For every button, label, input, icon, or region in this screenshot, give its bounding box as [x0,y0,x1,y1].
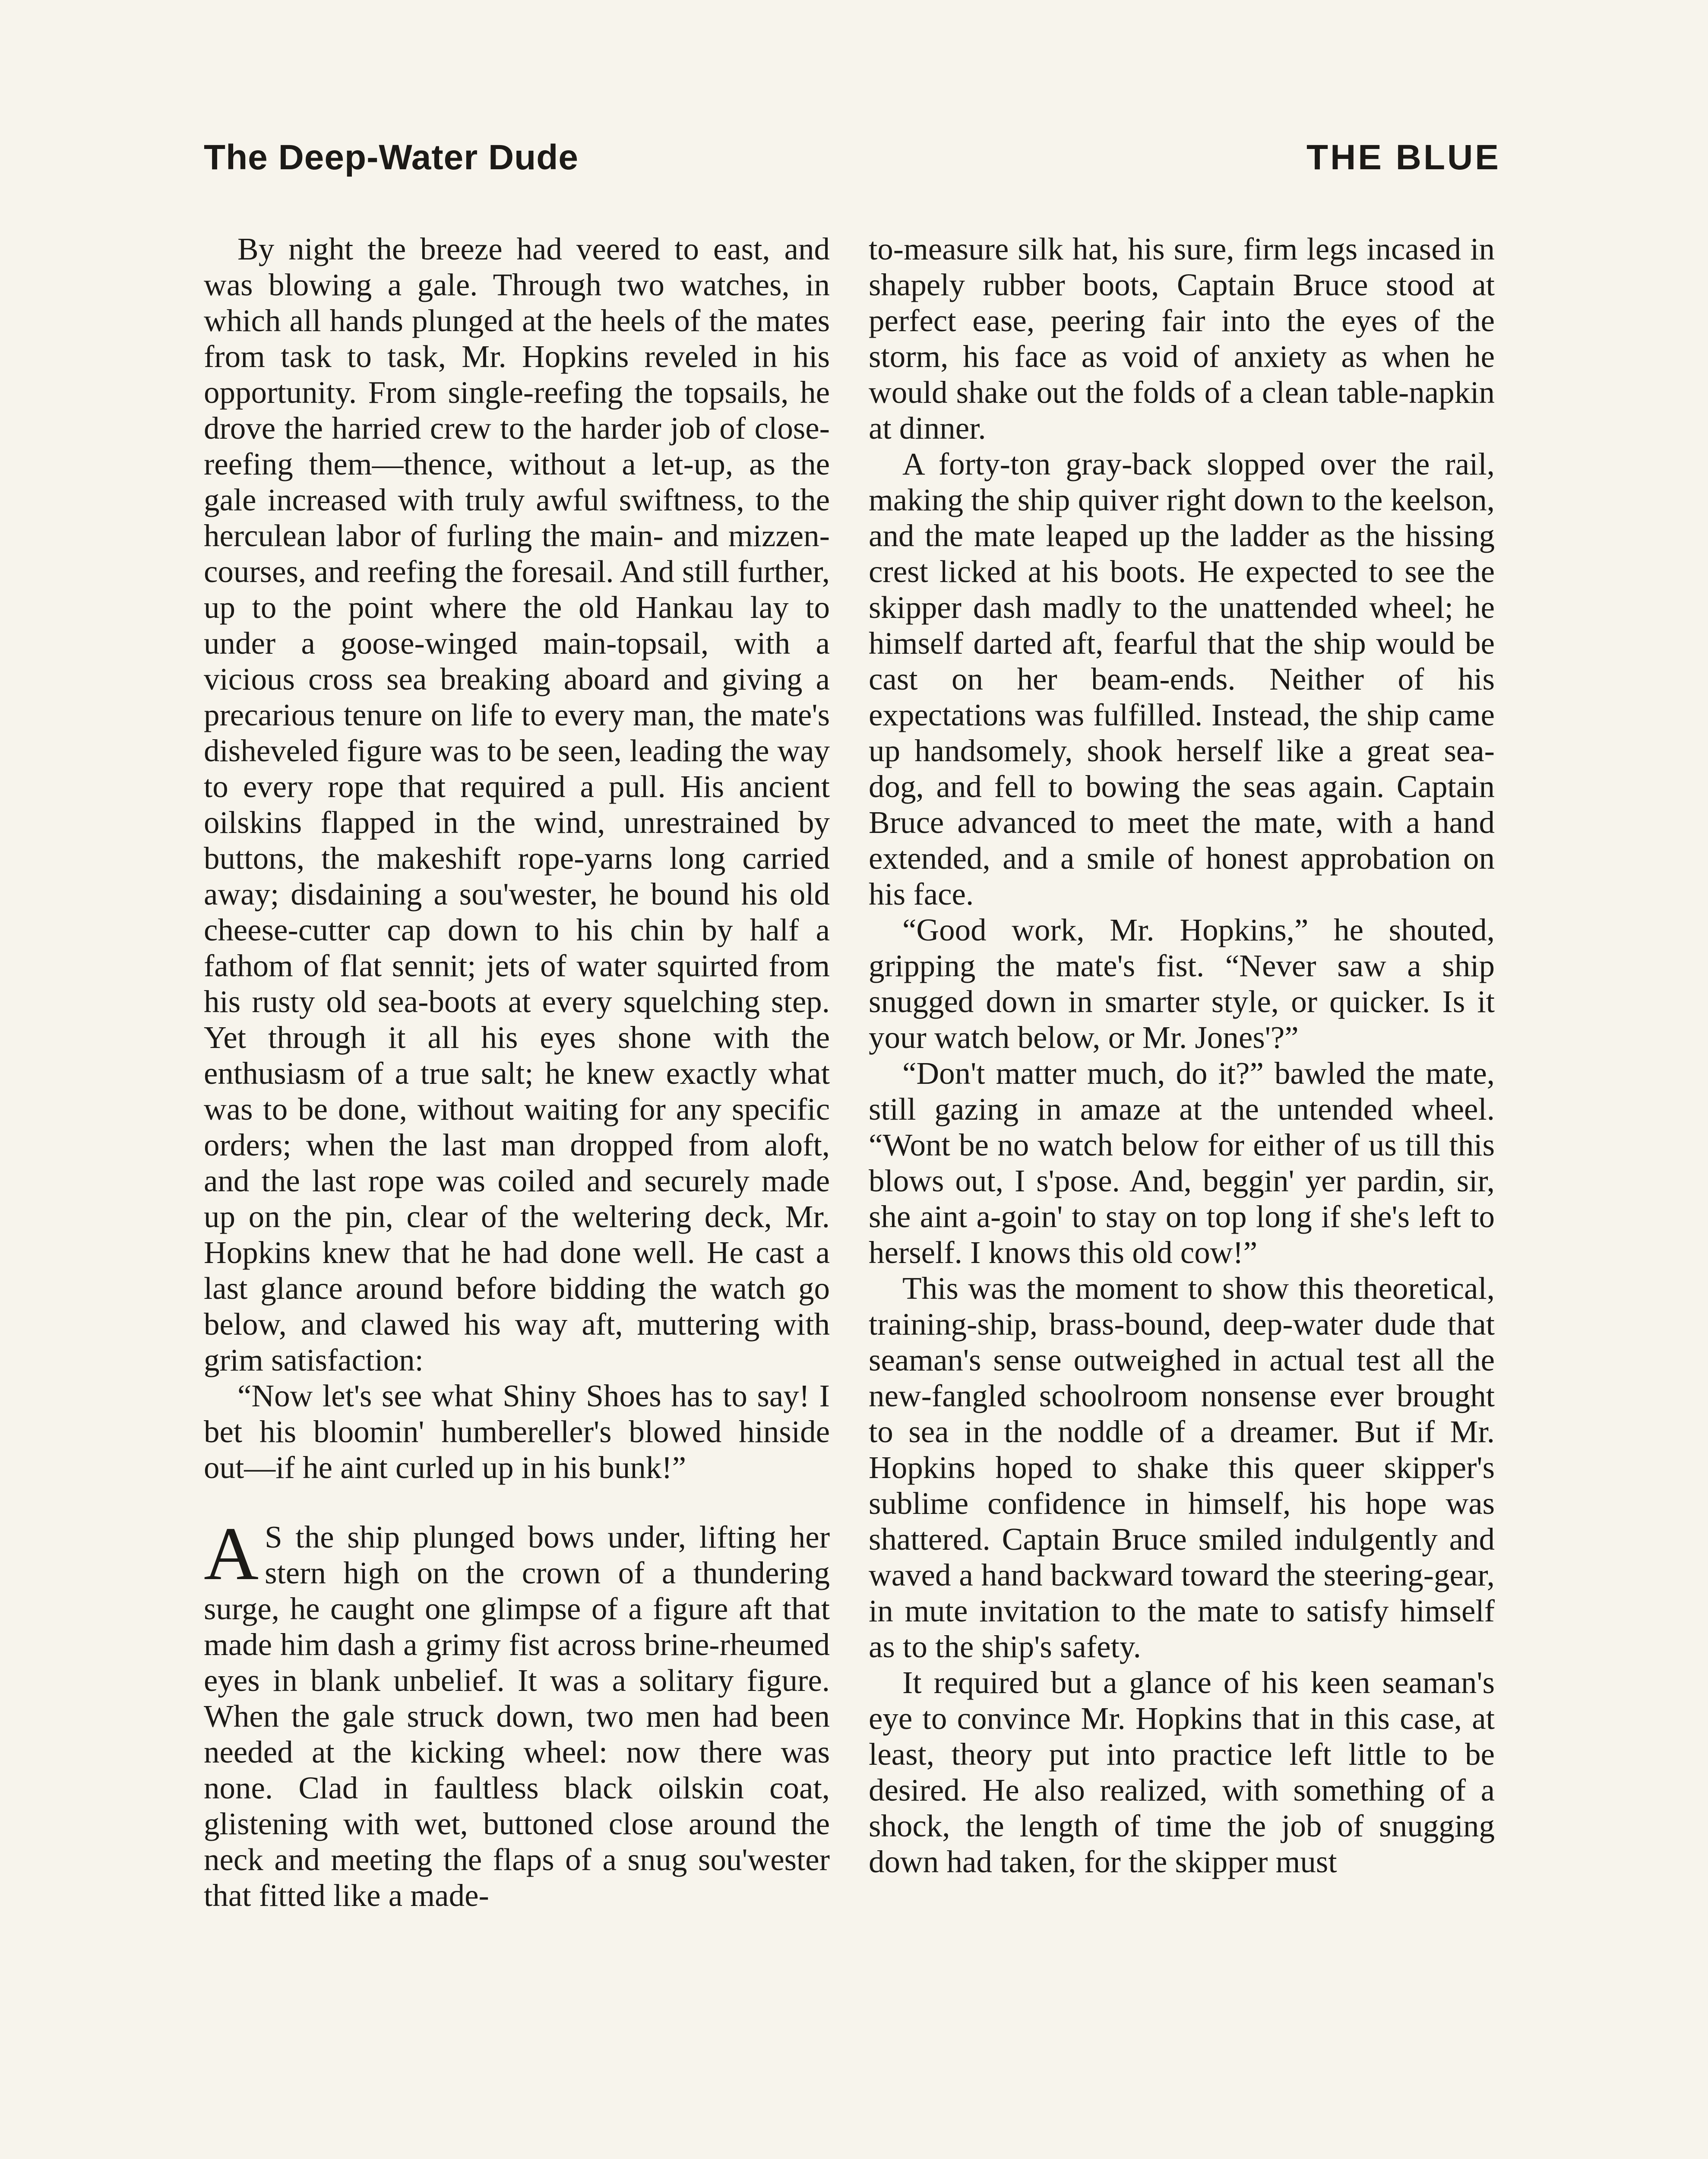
paragraph: This was the moment to show this theoretical, training-ship, brass-bound, deep-water dude that seaman's sense outweighed in actual test all the new-fangled schoolroom nonsense ever brought to sea in the noddle of a dreamer. But if Mr. Hopkins hoped to shake this queer skipper's sublime confidence in himself, his hope was shattered. Captain Bruce smiled indulgently and waved a hand backward toward the steering-gear, in mute invitation to the mate to satisfy himself as to the ship's safety. [869,1271,1495,1664]
running-section-title: THE BLUE [1306,138,1501,177]
paragraph: “Don't matter much, do it?” bawled the mate, still gazing in amaze at the untended wheel. “Wont be no watch below for either of us till this blows out, I s'pose. And, beggin' yer pardin, sir, she aint a-goin' to stay on top long if she's left to herself. I knows this old cow!” [869,1056,1495,1270]
running-title: The Deep-Water Dude [204,138,579,177]
right-column [869,231,1495,1880]
continued-paragraph: to-measure silk hat, his sure, firm legs incased in shapely rubber boots, Captain Bruce stood at perfect ease, peering fair into the eyes of the storm, his face as void of anxiety as when he would shake out the folds of a clean table-napkin at dinner. [869,231,1495,446]
paragraph: By night the breeze had veered to east, and was blowing a gale. Through two watches, in which all hands plunged at the heels of the mates from task to task, Mr. Hopkins reveled in his opportunity. From single-reefing the topsails, he drove the harried crew to the harder job of close-reefing them—thence, without a let-up, as the gale increased with truly awful swiftness, to the herculean labor of furling the main- and mizzen-courses, and reefing the foresail. And still further, up to the point where the old Hankau lay to under a goose-winged main-topsail, with a vicious cross sea breaking aboard and giving a precarious tenure on life to every man, the mate's disheveled figure was to be seen, leading the way to every rope that required a pull. His ancient oilskins flapped in the wind, unrestrained by buttons, the makeshift rope-yarns long carried away; disdaining a sou'wester, he bound his old cheese-cutter cap down to his chin by half a fathom of flat sennit; jets of water squirted from his rusty old sea-boots at every squelching step. Yet through it all his eyes shone with the enthusiasm of a true salt; he knew exactly what was to be done, without waiting for any specific orders; when the last man dropped from aloft, and the last rope was coiled and securely made up on the pin, clear of the weltering deck, Mr. Hopkins knew that he had done well. He cast a last glance around before bidding the watch go below, and clawed his way aft, muttering with grim satisfaction: [204,231,830,1377]
section-opening-text: S the ship plunged bows under, lifting her stern high on the crown of a thundering surge, he caught one glimpse of a figure aft that made him dash a grimy fist across brine-rheumed eyes in blank unbelief. It was a solitary figure. When the gale struck down, two men had been needed at the kicking wheel: now there was none. Clad in faultless black oilskin coat, glistening with wet, buttoned close around the neck and meeting the flaps of a snug sou'wester that fitted like a made- [204,1520,830,1913]
paragraph: A forty-ton gray-back slopped over the rail, making the ship quiver right down to the keelson, and the mate leaped up the ladder as the hissing crest licked at his boots. He expected to see the skipper dash madly to the unattended wheel; he himself darted aft, fearful that the ship would be cast on her beam-ends. Neither of his expectations was fulfilled. Instead, the ship came up handsomely, shook herself like a great sea-dog, and fell to bowing the seas again. Captain Bruce advanced to meet the mate, with a hand extended, and a smile of honest approbation on his face. [869,446,1495,912]
paragraph: “Now let's see what Shiny Shoes has to say! I bet his bloomin' humbereller's blowed hinside out—if he aint curled up in his bunk!” [204,1378,830,1485]
section-opening-paragraph [204,1512,830,1913]
paragraph: “Good work, Mr. Hopkins,” he shouted, gripping the mate's fist. “Never saw a ship snugged down in smarter style, or quicker. Is it your watch below, or Mr. Jones'?” [869,912,1495,1055]
drop-cap: A [204,1512,259,1596]
left-column [204,231,830,1913]
paragraph: It required but a glance of his keen seaman's eye to convince Mr. Hopkins that in this case, at least, theory put into practice left little to be desired. He also realized, with something of a shock, the length of time the job of snugging down had taken, for the skipper must [869,1665,1495,1879]
